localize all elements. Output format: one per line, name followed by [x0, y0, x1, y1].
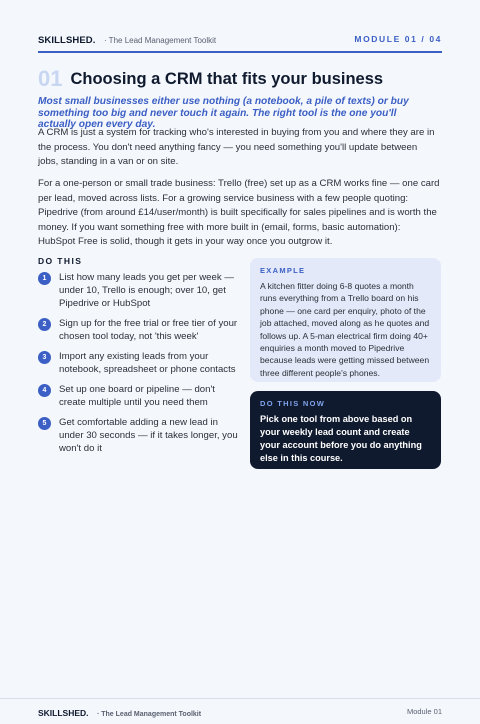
do-this-heading: DO THIS: [38, 256, 83, 266]
footer-brand: SKILLSHED.: [38, 707, 89, 718]
step-text: Import any existing leads from your notebook, spreadsheet or phone contacts: [59, 351, 236, 375]
footer-brand-group: [38, 703, 201, 721]
lede-text: Most small businesses either use nothing (a notebook, a pile of texts) or buy something too big and never touch it again. The right tool is the one you'll actually open every day.: [38, 96, 409, 130]
example-text: A kitchen fitter doing 6-8 quotes a month runs everything from a Trello board on his phone — one card per enquiry, photo of the job attached, moved along as he quotes and follows up. A 5-man electrical firm doing 40+ enquiries a month moved to Pipedrive because leads were getting missed between three different people's phones.: [260, 281, 430, 378]
section-number: 01: [38, 66, 63, 91]
header-brand-group: [38, 30, 216, 48]
step-text: Get comfortable adding a new lead in under 30 seconds — if it takes longer, you won't do it: [59, 417, 238, 454]
step-item: [38, 416, 243, 455]
do-this-now-callout: [250, 391, 441, 469]
step-text: Set up one board or pipeline — don't create multiple until you need them: [59, 384, 215, 408]
step-item: [38, 383, 243, 409]
page-footer: [0, 698, 480, 724]
section-title: Choosing a CRM that fits your business: [70, 69, 384, 88]
steps-list: [38, 271, 243, 462]
page-title: [38, 66, 442, 92]
step-number-badge: 2: [38, 318, 51, 331]
footer-subtitle: · The Lead Management Toolkit: [96, 710, 202, 718]
step-number-badge: 3: [38, 351, 51, 364]
header-subtitle: · The Lead Management Toolkit: [103, 36, 217, 45]
step-number-badge: 4: [38, 384, 51, 397]
module-indicator: MODULE 01 / 04: [354, 34, 442, 44]
step-text: Sign up for the free trial or free tier of your chosen tool today, not 'this week': [59, 318, 238, 342]
example-label: EXAMPLE: [260, 266, 306, 275]
do-this-now-text: Pick one tool from above based on your weekly lead count and create your account before you do anything else in this course.: [260, 414, 422, 463]
step-number-badge: 1: [38, 272, 51, 285]
step-number-badge: 5: [38, 417, 51, 430]
body-paragraph-2: For a one-person or small trade business: Trello (free) set up as a CRM works fine — one card per lead, moved across lists. For a growing service business with a few people quoting: Pipedrive (from around £14/user/month) is built specifically for sales pipelines and is worth the money. If you want something free with more built in (email, forms, basic automation): HubSpot Free is solid, though it gets in your way once you outgrow it.: [38, 178, 440, 247]
example-callout: [250, 258, 441, 382]
body-paragraph-1: A CRM is just a system for tracking who's interested in buying from you and where they are in the process. You don't need anything fancy — you need something you'll update between jobs, standing in a van or on site.: [38, 127, 435, 167]
step-item: [38, 350, 243, 376]
brand-logo: SKILLSHED.: [38, 35, 96, 46]
step-text: List how many leads you get per week — under 10, Trello is enough; over 10, get Pipedrive or HubSpot: [59, 272, 234, 309]
page-header: [38, 33, 442, 53]
footer-module: Module 01: [406, 707, 442, 716]
step-item: [38, 317, 243, 343]
step-item: [38, 271, 243, 310]
do-this-now-label: DO THIS NOW: [260, 399, 326, 408]
